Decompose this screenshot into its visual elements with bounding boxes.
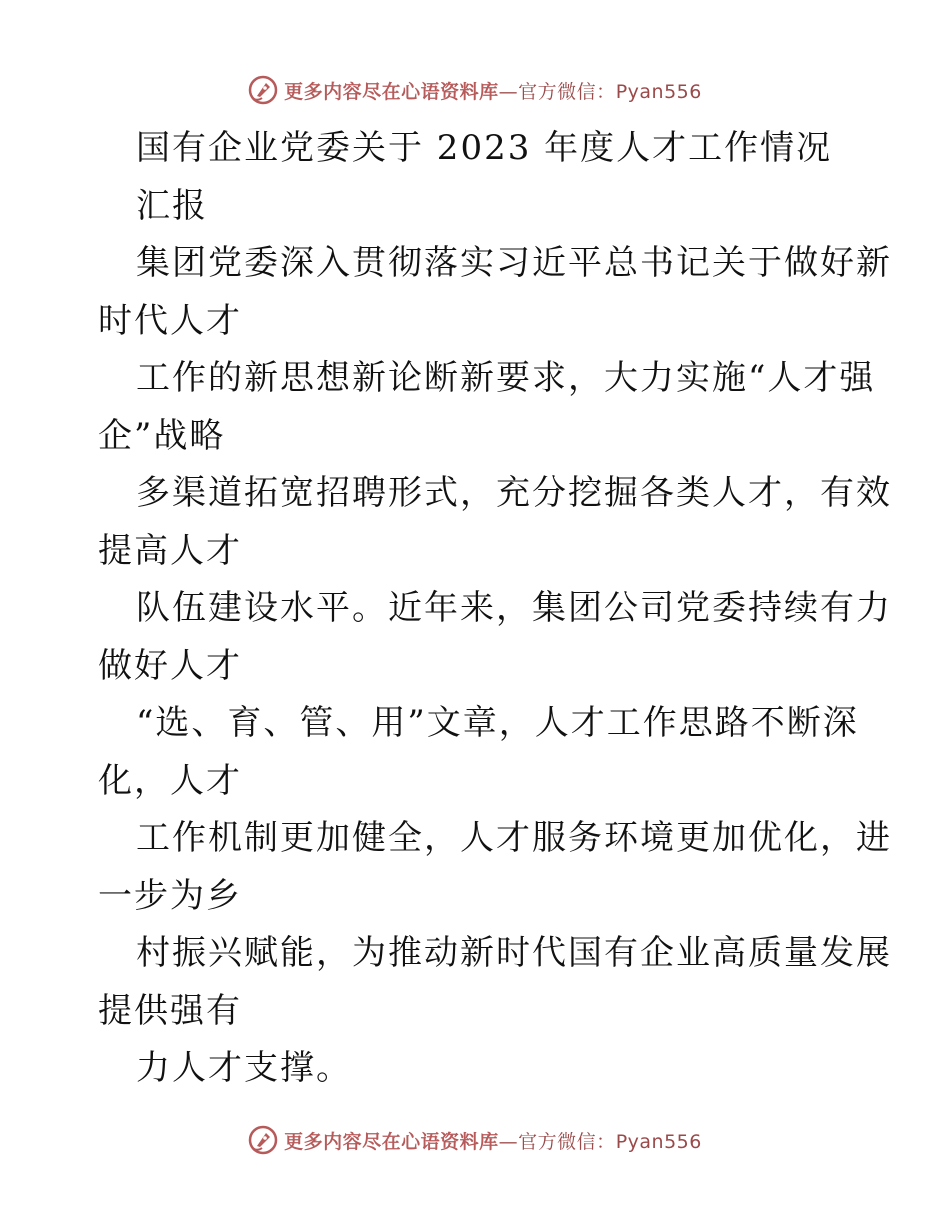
banner-text (284, 77, 702, 104)
document-body (98, 120, 892, 1098)
paragraph-line: 一步为乡 (98, 875, 242, 916)
paragraph-line: 集团党委深入贯彻落实习近平总书记关于做好新 (136, 243, 892, 283)
paragraph-line: 提供强有 (98, 990, 242, 1031)
pen-nib-logo-icon (248, 75, 278, 105)
banner-wechat-id: Pyan556 (615, 80, 702, 103)
paragraph-line: “选、育、管、用”文章，人才工作思路不断深 (136, 703, 859, 743)
paragraph-line: 时代人才 (98, 300, 242, 341)
banner-wechat-label: 官方微信： (518, 80, 616, 103)
banner-text (284, 1127, 702, 1154)
paragraph-line: 提高人才 (98, 530, 242, 571)
document-title-line-2: 汇报 (136, 185, 208, 226)
banner-wechat-label: 官方微信： (518, 1130, 616, 1153)
banner-main-text: 更多内容尽在心语资料库 (284, 1130, 499, 1153)
banner-separator: — (498, 1130, 519, 1153)
paragraph-line: 力人才支撑。 (136, 1048, 352, 1088)
paragraph-line: 工作的新思想新论断新要求，大力实施“人才强 (136, 358, 876, 398)
paragraph-line: 多渠道拓宽招聘形式，充分挖掘各类人才，有效 (136, 473, 892, 513)
header-banner (0, 70, 950, 110)
paragraph-line: 村振兴赋能，为推动新时代国有企业高质量发展 (136, 933, 892, 973)
banner-wechat-id: Pyan556 (615, 1130, 702, 1153)
banner-main-text: 更多内容尽在心语资料库 (284, 80, 499, 103)
paragraph-line: 队伍建设水平。近年来，集团公司党委持续有力 (136, 588, 892, 628)
paragraph-line: 化，人才 (98, 760, 242, 801)
pen-nib-logo-icon (248, 1125, 278, 1155)
document-title-line-1: 国有企业党委关于 2023 年度人才工作情况 (136, 128, 833, 168)
paragraph-line: 工作机制更加健全，人才服务环境更加优化，进 (136, 818, 892, 858)
paragraph-line: 企”战略 (98, 415, 226, 456)
footer-banner (0, 1120, 950, 1160)
paragraph-line: 做好人才 (98, 645, 242, 686)
banner-separator: — (498, 80, 519, 103)
